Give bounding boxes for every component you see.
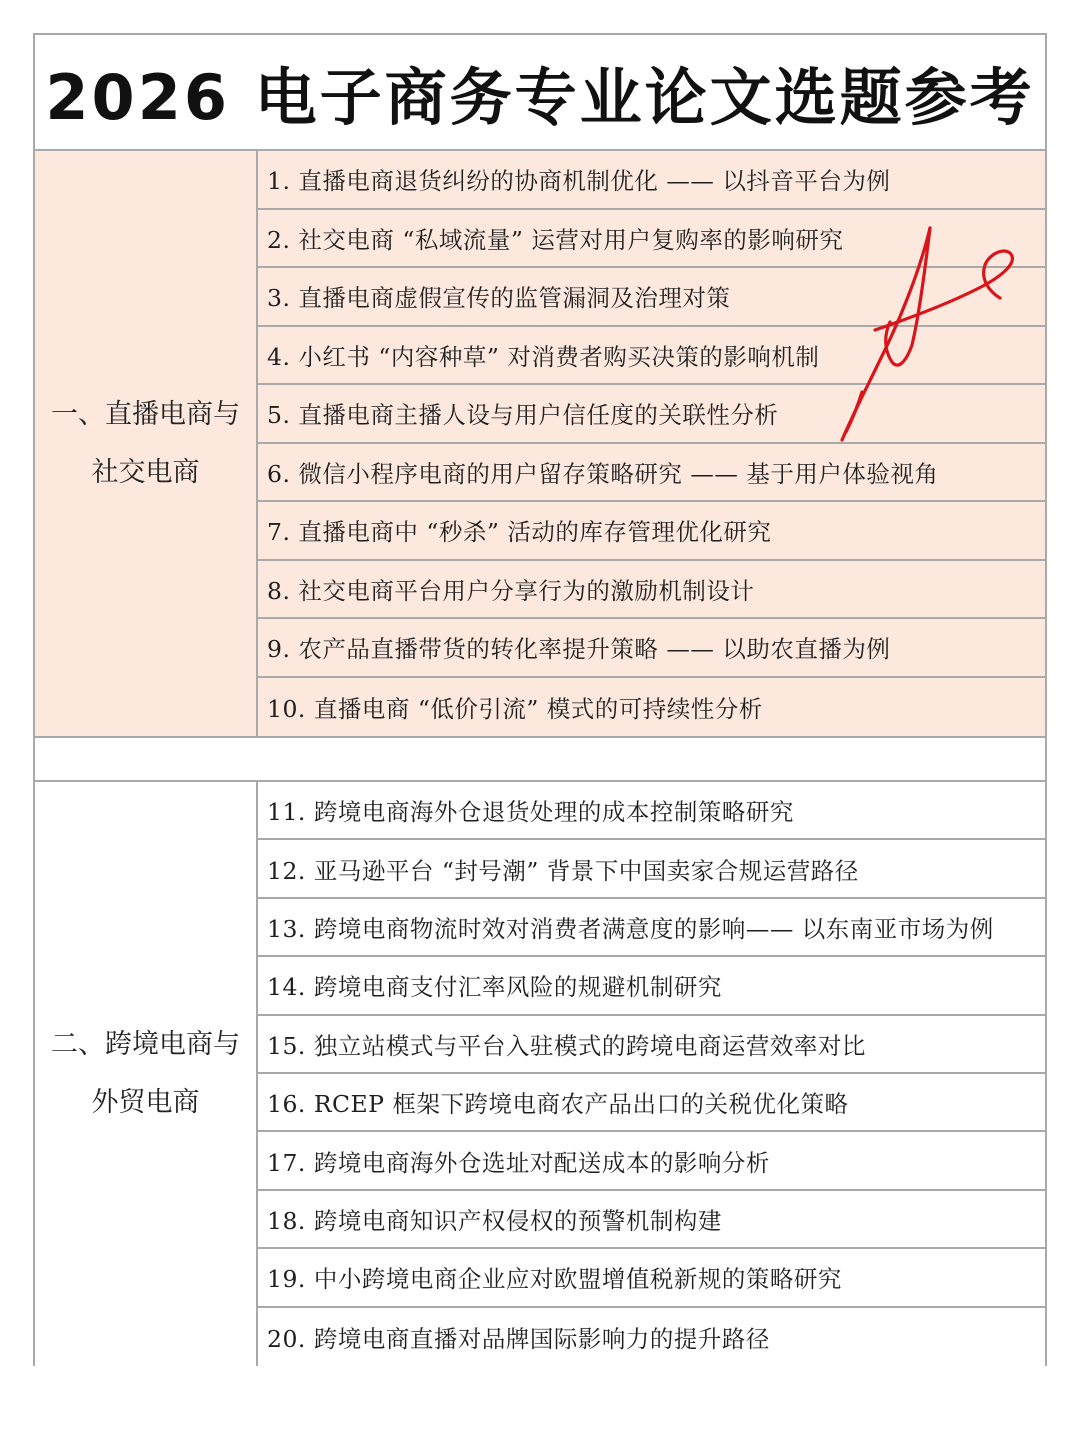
category-label xyxy=(41,386,251,502)
topic-row: 20. 跨境电商直播对品牌国际影响力的提升路径 xyxy=(267,1324,770,1353)
topic-row: 11. 跨境电商海外仓退货处理的成本控制策略研究 xyxy=(258,782,1045,840)
category-line: 一、直播电商与 xyxy=(51,398,240,430)
category-line: 外贸电商 xyxy=(91,1087,200,1118)
topic-row: 19. 中小跨境电商企业应对欧盟增值税新规的策略研究 xyxy=(258,1249,1045,1307)
topic-row: 1. 直播电商退货纠纷的协商机制优化 —— 以抖音平台为例 xyxy=(258,151,1045,210)
topic-row: 10. 直播电商 “低价引流” 模式的可持续性分析 xyxy=(267,694,763,723)
topic-row: 7. 直播电商中 “秒杀” 活动的库存管理优化研究 xyxy=(258,502,1045,561)
section-cross-border xyxy=(35,782,1045,1366)
category-cell xyxy=(35,151,258,736)
title-header xyxy=(35,35,1045,151)
spacer-row xyxy=(35,736,1045,782)
topic-row: 3. 直播电商虚假宣传的监管漏洞及治理对策 xyxy=(258,268,1045,327)
category-label xyxy=(41,1016,251,1132)
topic-row: 5. 直播电商主播人设与用户信任度的关联性分析 xyxy=(258,385,1045,444)
category-line: 社交电商 xyxy=(91,456,200,488)
topic-row: 16. RCEP 框架下跨境电商农产品出口的关税优化策略 xyxy=(258,1074,1045,1132)
topic-row: 8. 社交电商平台用户分享行为的激励机制设计 xyxy=(258,561,1045,620)
topic-row: 18. 跨境电商知识产权侵权的预警机制构建 xyxy=(258,1191,1045,1249)
topic-row: 14. 跨境电商支付汇率风险的规避机制研究 xyxy=(258,957,1045,1015)
topic-row: 13. 跨境电商物流时效对消费者满意度的影响—— 以东南亚市场为例 xyxy=(258,899,1045,957)
category-cell xyxy=(35,782,258,1366)
topic-row: 17. 跨境电商海外仓选址对配送成本的影响分析 xyxy=(258,1132,1045,1190)
page-title: 2026 电子商务专业论文选题参考 xyxy=(45,60,1035,134)
topic-row: 4. 小红书 “内容种草” 对消费者购买决策的影响机制 xyxy=(258,327,1045,386)
category-line: 二、跨境电商与 xyxy=(51,1029,240,1060)
topic-list xyxy=(258,782,1045,1366)
topic-row: 15. 独立站模式与平台入驻模式的跨境电商运营效率对比 xyxy=(258,1016,1045,1074)
topic-row: 6. 微信小程序电商的用户留存策略研究 —— 基于用户体验视角 xyxy=(258,444,1045,503)
topic-row: 12. 亚马逊平台 “封号潮” 背景下中国卖家合规运营路径 xyxy=(258,840,1045,898)
section-live-social xyxy=(35,151,1045,736)
topic-list xyxy=(258,151,1045,736)
topic-sheet xyxy=(33,33,1047,1366)
topic-row: 9. 农产品直播带货的转化率提升策略 —— 以助农直播为例 xyxy=(258,619,1045,678)
topic-row: 2. 社交电商 “私域流量” 运营对用户复购率的影响研究 xyxy=(258,210,1045,269)
